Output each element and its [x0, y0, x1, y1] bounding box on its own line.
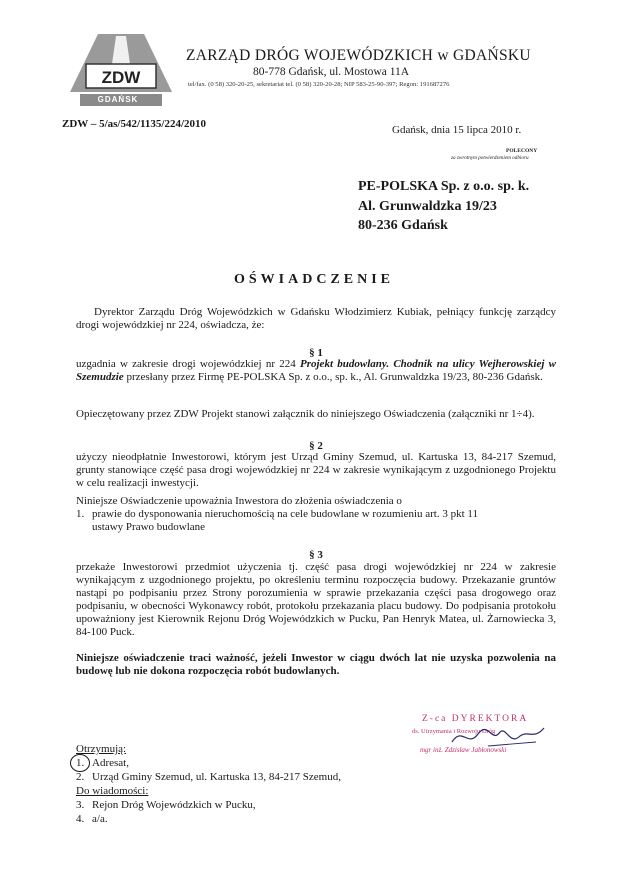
- recipient-name: PE-POLSKA Sp. z o.o. sp. k.: [358, 179, 530, 194]
- handwritten-signature-icon: [448, 722, 548, 750]
- recipients-label: Otrzymują:: [76, 743, 127, 755]
- place-date: Gdańsk, dnia 15 lipca 2010 r.: [392, 124, 522, 136]
- list-item: 1. Adresat,: [76, 757, 129, 769]
- info-label: Do wiadomości:: [76, 785, 149, 797]
- section-1-paragraph: [76, 358, 556, 384]
- svg-text:ZDW: ZDW: [101, 68, 141, 87]
- list-item: 2. Urząd Gminy Szemud, ul. Kartuska 13, 84-217 Szemud,: [76, 771, 341, 783]
- list-item: 4. a/a.: [76, 813, 108, 825]
- project-name: Projekt budowlany. Chodnik na ulicy Wejherowskiej w Szemudzie: [76, 358, 557, 383]
- intro-paragraph: Dyrektor Zarządu Dróg Wojewódzkich w Gdańsku Włodzimierz Kubiak, pełniący funkcję zarządcy drogi wojewódzkiej nr 224, oświadcza, że:: [76, 306, 556, 331]
- logo-subtitle: GDAŃSK: [97, 95, 139, 104]
- registered-mail-label: POLECONY: [506, 148, 538, 154]
- section-3-paragraph: przekaże Inwestorowi przedmiot użyczenia tj. część pasa drogi wojewódzkiej nr 224 w zakresie wynikającym z uzgodnionego projektu, po określeniu terminu rozpoczęcia budowy. Przekazanie gruntów nastąpi po podpisaniu przez Strony porozumienia w sprawie przekazania części pasa drogowego oraz podpisaniu, w obecności Wykonawcy robót, protokołu przekazania placu budowy. Do podpisania protokołu upoważniony jest Kierownik Rejonu Dróg Wojewódzkich w Pucku, Pan Henryk Matea, ul. Żarnowiecka 3, 84-100 Puck.: [76, 561, 556, 638]
- section-3-mark: § 3: [309, 549, 323, 561]
- reference-number: ZDW – 5/as/542/1135/224/2010: [62, 118, 207, 130]
- section-1-text-a: uzgadnia w zakresie drogi wojewódzkiej nr 224: [76, 358, 300, 370]
- recipient-city: 80-236 Gdańsk: [358, 218, 448, 233]
- validity-warning: Niniejsze oświadczenie traci ważność, jeżeli Inwestor w ciągu dwóch lat nie uzyska pozwolenia na budowę lub nie dokona rozpoczęcia robót budowlanych.: [76, 652, 556, 677]
- section-1-attachment-note: Opieczętowany przez ZDW Projekt stanowi załącznik do niniejszego Oświadczenia (załączniki nr 1÷4).: [76, 408, 535, 420]
- section-1-mark: § 1: [309, 347, 323, 359]
- recipient-address: [358, 177, 529, 236]
- section-2-mark: § 2: [309, 440, 323, 452]
- organization-address: 80-778 Gdańsk, ul. Mostowa 11A: [253, 66, 410, 78]
- organization-name: ZARZĄD DRÓG WOJEWÓDZKICH w GDAŃSKU: [186, 47, 531, 64]
- document-title: OŚWIADCZENIE: [233, 272, 395, 287]
- list-item: 1. prawie do dysponowania nieruchomością na cele budowlane w rozumieniu art. 3 pkt 11: [76, 508, 479, 520]
- stamp-title: Z-ca DYREKTORA: [422, 714, 529, 724]
- section-1-text-c: przesłany przez Firmę PE-POLSKA Sp. z o.o., sp. k., Al. Grunwaldzka 19/23, 80-236 Gdańsk.: [123, 371, 543, 383]
- section-2-paragraph: użyczy nieodpłatnie Inwestorowi, którym jest Urząd Gminy Szemud, ul. Kartuska 13, 84-217 Szemud, grunty stanowiące część pasa drogi wojewódzkiej nr 224 w zakresie wynikającym z uzgodnionego Projektu w celu realizacji inwestycji.: [76, 451, 556, 489]
- stamp-department: ds. Utrzymania i Rozwoju Dróg: [412, 728, 496, 735]
- list-item: 3. Rejon Dróg Wojewódzkich w Pucku,: [76, 799, 256, 811]
- stamp-signatory: mgr inż. Zdzisław Jabłonowski: [420, 746, 507, 754]
- organization-contact: tel/fax. (0 58) 320-20-25, sekretariat tel. (0 58) 320-20-28; NIP 583-25-90-397; Regon: 191687276: [188, 81, 450, 88]
- list-item-continuation: ustawy Prawo budowlane: [92, 521, 206, 533]
- registered-mail-note: za zwrotnym potwierdzeniem odbioru: [451, 155, 529, 161]
- section-2-authorization: Niniejsze Oświadczenie upoważnia Inwestora do złożenia oświadczenia o: [76, 495, 402, 507]
- recipient-street: Al. Grunwaldzka 19/23: [358, 198, 497, 214]
- distribution-list: [76, 742, 341, 826]
- section-2-list: [76, 508, 556, 534]
